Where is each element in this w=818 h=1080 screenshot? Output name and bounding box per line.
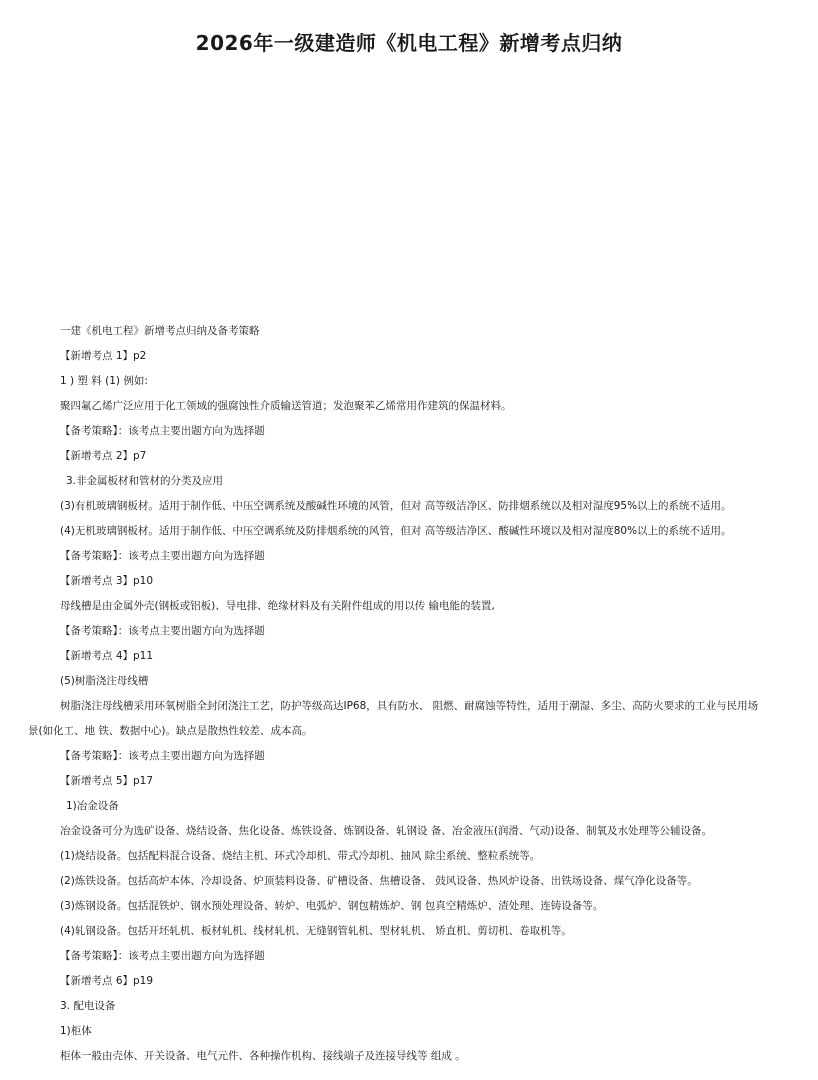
exam-point-label: 【新增考点 2】p7 xyxy=(60,450,147,462)
paragraph: 树脂浇注母线槽采用环氧树脂全封闭浇注工艺，防护等级高达IP68，具有防水、 阻燃、耐腐蚀等特性，适用于潮湿、多尘、高防火要求的工业与民用场 xyxy=(60,700,759,712)
paragraph-continuation: 景(如化工、地 铁、数据中心)。缺点是散热性较差、成本高。 xyxy=(28,725,313,737)
strategy-note: 【备考策略】：该考点主要出题方向为选择题 xyxy=(60,625,265,637)
strategy-note: 【备考策略】：该考点主要出题方向为选择题 xyxy=(60,425,265,437)
paragraph: (1)烧结设备。包括配料混合设备、烧结主机、环式冷却机、带式冷却机、抽风 除尘系统、整粒系统等。 xyxy=(60,850,541,862)
subsection-heading: (5)树脂浇注母线槽 xyxy=(60,675,149,687)
paragraph: (3)炼钢设备。包括混铁炉、钢水预处理设备、转炉、电弧炉、钢包精炼炉、钢 包真空精炼炉、渣处理、连铸设备等。 xyxy=(60,900,604,912)
paragraph: (2)炼铁设备。包括高炉本体、冷却设备、炉顶装料设备、矿槽设备、焦槽设备、 鼓风设备、热风炉设备、出铁场设备、煤气净化设备等。 xyxy=(60,875,698,887)
exam-point-label: 【新增考点 3】p10 xyxy=(60,575,154,587)
exam-point-label: 【新增考点 4】p11 xyxy=(60,650,154,662)
paragraph: 聚四氟乙烯广泛应用于化工领域的强腐蚀性介质输送管道；发泡聚苯乙烯常用作建筑的保温材料。 xyxy=(60,400,512,412)
strategy-note: 【备考策略】：该考点主要出题方向为选择题 xyxy=(60,550,265,562)
subsection-heading: 1)冶金设备 xyxy=(66,800,119,812)
paragraph: 1 ) 塑 料 (1) 例如: xyxy=(60,375,148,387)
paragraph: (4)轧钢设备。包括开坯轧机、板材轧机、线材轧机、无缝钢管轧机、型材轧机、 矫直机、剪切机、卷取机等。 xyxy=(60,925,572,937)
page-title: 2026年一级建造师《机电工程》新增考点归纳 xyxy=(195,31,623,55)
subsection-heading: 3. 配电设备 xyxy=(60,1000,116,1012)
paragraph: 母线槽是由金属外壳(钢板或铝板)、导电排、绝缘材料及有关附件组成的用以传 输电能的装置, xyxy=(60,600,495,612)
subsection-heading: 3.非金属板材和管材的分类及应用 xyxy=(66,475,224,487)
strategy-note: 【备考策略】：该考点主要出题方向为选择题 xyxy=(60,950,265,962)
subsection-heading: 1)柜体 xyxy=(60,1025,92,1037)
exam-point-label: 【新增考点 5】p17 xyxy=(60,775,154,787)
exam-point-label: 【新增考点 1】p2 xyxy=(60,350,147,362)
exam-point-label: 【新增考点 6】p19 xyxy=(60,975,154,987)
paragraph: (3)有机玻璃钢板材。适用于制作低、中压空调系统及酸碱性环境的风管，但对 高等级洁净区、防排烟系统以及相对湿度95%以上的系统不适用。 xyxy=(60,500,732,512)
section-heading: 一建《机电工程》新增考点归纳及备考策略 xyxy=(60,325,260,337)
document-body xyxy=(0,319,818,1069)
paragraph: 冶金设备可分为选矿设备、烧结设备、焦化设备、炼铁设备、炼钢设备、轧钢设 备、冶金液压(润滑、气动)设备、制氧及水处理等公辅设备。 xyxy=(60,825,713,837)
paragraph: 柜体一般由壳体、开关设备、电气元件、各种操作机构、接线端子及连接导线等 组成 。 xyxy=(60,1050,466,1062)
strategy-note: 【备考策略】：该考点主要出题方向为选择题 xyxy=(60,750,265,762)
paragraph: (4)无机玻璃钢板材。适用于制作低、中压空调系统及防排烟系统的风管，但对 高等级洁净区、酸碱性环境以及相对湿度80%以上的系统不适用。 xyxy=(60,525,732,537)
